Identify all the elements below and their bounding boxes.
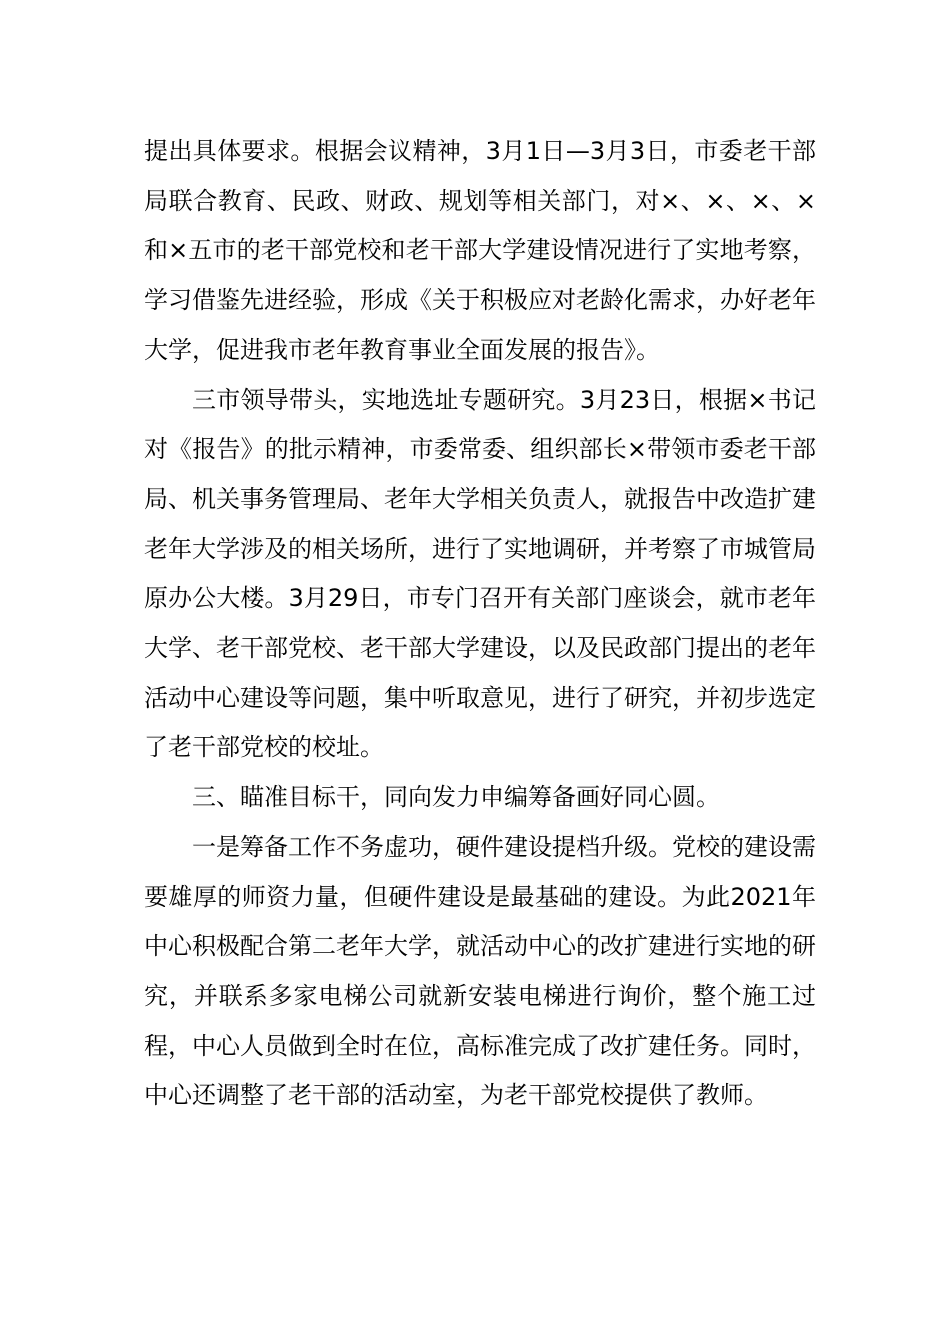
document-body bbox=[144, 127, 816, 1121]
paragraph-3-heading: 三、瞄准目标干，同向发力申编筹备画好同心圆。 bbox=[192, 783, 720, 812]
paragraph-2: 三市领导带头，实地选址专题研究。3月23日，根据×书记对《报告》的批示精神，市委常委、组织部长×带领市委老干部局、机关事务管理局、老年大学相关负责人，就报告中改造扩建老年大学涉及的相关场所，进行了实地调研，并考察了市城管局原办公大楼。3月29日，市专门召开有关部门座谈会，就市老年大学、老干部党校、老干部大学建设，以及民政部门提出的老年活动中心建设等问题，集中听取意见，进行了研究，并初步选定了老干部党校的校址。 bbox=[144, 385, 816, 762]
paragraph-4: 一是筹备工作不务虚功，硬件建设提档升级。党校的建设需要雄厚的师资力量，但硬件建设是最基础的建设。为此2021年中心积极配合第二老年大学，就活动中心的改扩建进行实地的研究，并联系多家电梯公司就新安装电梯进行询价，整个施工过程，中心人员做到全时在位，高标准完成了改扩建任务。同时，中心还调整了老干部的活动室，为老干部党校提供了教师。 bbox=[144, 832, 816, 1110]
paragraph-1: 提出具体要求。根据会议精神，3月1日—3月3日，市委老干部局联合教育、民政、财政、规划等相关部门，对×、×、×、×和×五市的老干部党校和老干部大学建设情况进行了实地考察，学习借鉴先进经验，形成《关于积极应对老龄化需求，办好老年大学，促进我市老年教育事业全面发展的报告》。 bbox=[144, 137, 816, 364]
